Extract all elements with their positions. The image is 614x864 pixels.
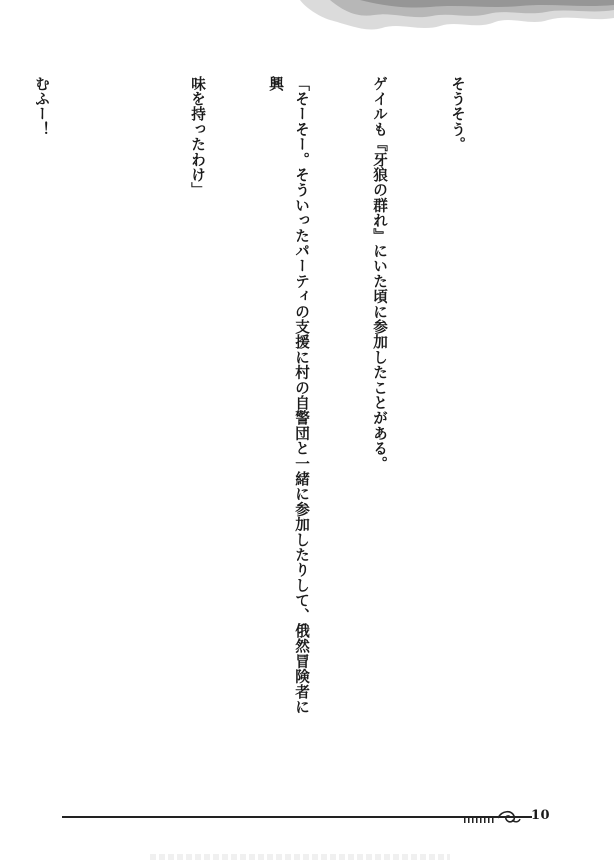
text-line: ゲイルも『牙狼の群れ』にいた頃に参加したことがある。	[371, 76, 388, 472]
faint-bottom-marks	[150, 854, 450, 860]
text-line: そうそう。	[449, 76, 466, 152]
page-number: 10	[531, 808, 551, 823]
vertical-body-text	[0, 76, 522, 726]
text-line: むふー！	[33, 76, 50, 137]
torn-paper-edge	[0, 0, 614, 60]
text-line: 「そーそー。そういったパーティの支援に村の自警団と一緒に参加したりして、俄然冒険者に興	[267, 76, 310, 715]
blank-line	[106, 76, 132, 726]
text-line: 味を持ったわけ」	[189, 76, 206, 198]
footer-ornament-icon	[462, 808, 522, 826]
